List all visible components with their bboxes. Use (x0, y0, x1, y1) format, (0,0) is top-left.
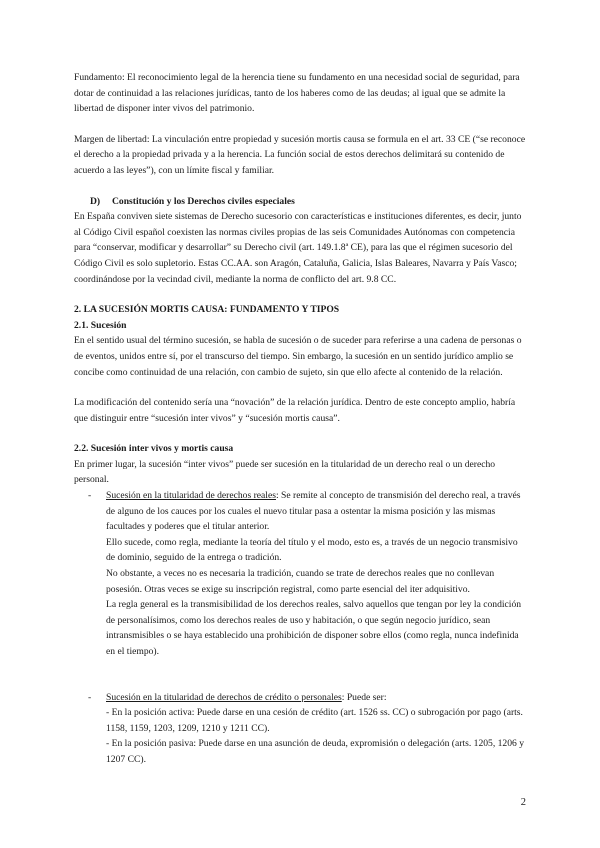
section-d-heading (74, 194, 526, 210)
derechos-reales-intro (106, 488, 526, 535)
section-d-label: D) (90, 195, 101, 207)
subsection-2-2-title: 2.2. Sucesión inter vivos y mortis causa (74, 443, 234, 455)
derechos-reales-p4: La regla general es la transmisibilidad de los derechos reales, salvo aquellos que tengan por ley la condición de personalísimos, como los derechos reales de uso y habitación, o que según negocio jurídico, sean intransmisibles o se haya establecido una prohibición de disponer sobre ellos (como regla, nunca indefinida en el tiempo). (106, 599, 522, 657)
subsection-2-1-title: 2.1. Sucesión (74, 319, 127, 331)
subsection-2-1-body-2: La modificación del contenido sería una “novación” de la relación jurídica. Dentro de este concepto amplio, habría que distinguir entre “sucesión inter vivos” y “sucesión mortis causa”. (74, 397, 516, 424)
derechos-credito-p3: - En la posición pasiva: Puede darse en una asunción de deuda, expromisión o delegación (arts. 1205, 1206 y 1207 CC). (106, 738, 525, 765)
subsection-2-1-body: En el sentido usual del término sucesión, se habla de sucesión o de suceder para referirse a una cadena de personas o de eventos, unidos entre sí, por el transcurso del tiempo. Sin embargo, la sucesión en un sentido jurídico amplio se concibe como continuidad de una relación, con cambio de sujeto, sin que ello afecte al contenido de la relación. (74, 335, 522, 378)
fundamento-paragraph: Fundamento: El reconocimiento legal de la herencia tiene su fundamento en una necesidad social de seguridad, para dotar de continuidad a las relaciones jurídicas, tanto de los haberes como de las deudas; al igual que se admite la libertad de disponer inter vivos del patrimonio. (74, 72, 520, 115)
section-d-title: Constitución y los Derechos civiles especiales (112, 195, 295, 207)
document-page (74, 70, 526, 768)
section-d-body: En España conviven siete sistemas de Derecho sucesorio con características e instituciones diferentes, es decir, junto al Código Civil español coexisten las normas civiles propias de las seis Comunidades Autónomas con competencia para “conservar, modificar y desarrollar” su Derecho civil (art. 149.1.8ª CE), para las que el régimen sucesorio del Código Civil es solo supletorio. Estas CC.AA. son Aragón, Cataluña, Galicia, Islas Baleares, Navarra y País Vasco; coordinándose por la vecindad civil, mediante la norma de conflicto del art. 9.8 CC. (74, 211, 522, 285)
derechos-reales-title: Sucesión en la titularidad de derechos reales (106, 490, 276, 502)
list-item-derechos-credito (74, 690, 526, 768)
derechos-credito-title: Sucesión en la titularidad de derechos de crédito o personales (106, 691, 342, 703)
derechos-credito-text: : Puede ser: (341, 691, 387, 703)
subsection-2-2-intro: En primer lugar, la sucesión “inter vivos” puede ser sucesión en la titularidad de un derecho real o un derecho personal. (74, 458, 496, 486)
derechos-credito-p2: - En la posición activa: Puede darse en una cesión de crédito (art. 1526 ss. CC) o subrogación por pago (arts. 1158, 1159, 1203, 1209, 1210 y 1211 CC). (106, 707, 523, 734)
page-number: 2 (520, 797, 526, 808)
list-dash: - (88, 490, 92, 502)
list-dash: - (88, 691, 92, 703)
section-2-title: 2. LA SUCESIÓN MORTIS CAUSA: FUNDAMENTO Y TIPOS (74, 304, 340, 316)
derechos-reales-p2: Ello sucede, como regla, mediante la teoría del título y el modo, esto es, a través de un negocio transmisivo de dominio, seguido de la entrega o tradición. (106, 536, 518, 564)
derechos-reales-p3: No obstante, a veces no es necesaria la tradición, cuando se trate de derechos reales que no conllevan posesión. Otras veces se exige su inscripción registral, como parte esencial del iter adquisitivo. (106, 568, 495, 595)
margen-paragraph: Margen de libertad: La vinculación entre propiedad y sucesión mortis causa se formula en el art. 33 CE (“se reconoce el derecho a la propiedad privada y a la herencia. La función social de estos derechos delimitará su contenido de acuerdo a las leyes”), con un límite fiscal y familiar. (74, 133, 526, 176)
derechos-credito-intro (106, 690, 526, 706)
derechos-reales-text: : Se remite al concepto de transmisión del derecho real, a través de alguno de los cauces por los cuales el nuevo titular pasa a ostentar la misma posición y las mismas facultades y poderes que el titular anterior. (106, 490, 521, 533)
list-item-derechos-reales (74, 488, 526, 660)
